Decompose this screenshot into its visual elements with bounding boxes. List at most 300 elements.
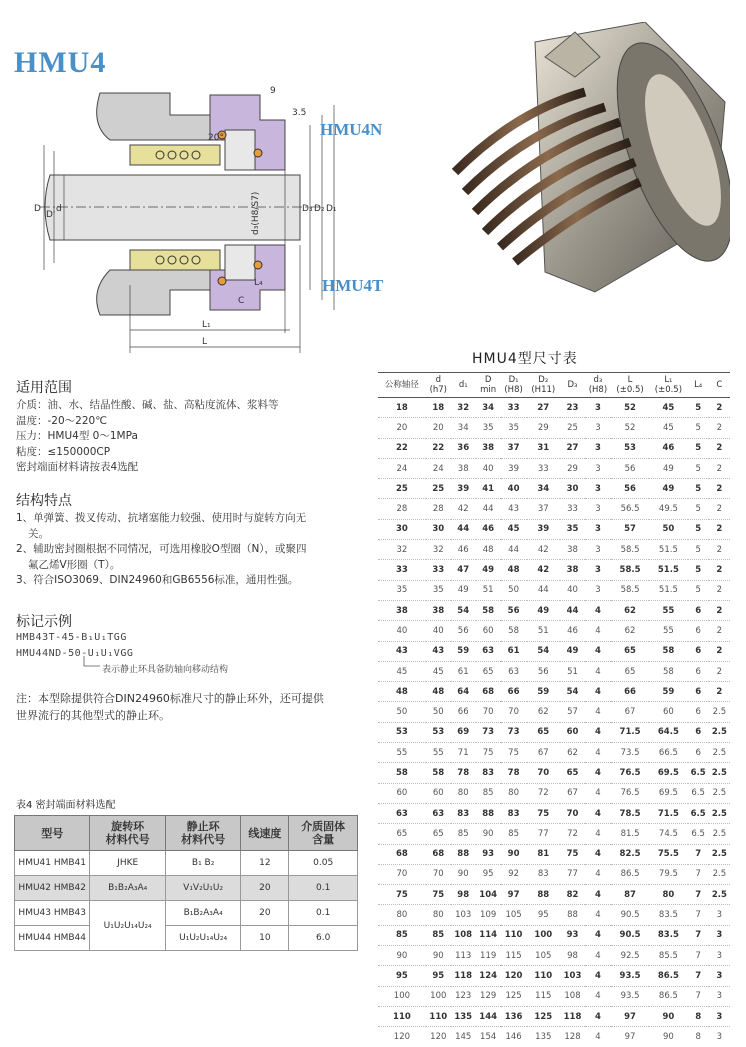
dims-cell: 125 xyxy=(501,986,527,1006)
dims-cell: 4 xyxy=(585,743,611,763)
dims-cell: 50 xyxy=(426,702,451,722)
dims-cell: 85 xyxy=(451,824,476,844)
mat-header-rotating: 旋转环 材料代号 xyxy=(90,816,165,851)
dims-cell: 68 xyxy=(378,844,426,864)
dims-cell: 81 xyxy=(527,844,561,864)
dims-cell: 4 xyxy=(585,824,611,844)
dims-cell: 103 xyxy=(451,905,476,925)
dims-cell: 93.5 xyxy=(611,986,649,1006)
features-list xyxy=(16,511,307,589)
dims-cell: 66 xyxy=(611,682,649,702)
marking-example-1: HMB43T-45-B₁U₁TGG xyxy=(16,632,127,643)
dims-cell: 44 xyxy=(560,600,585,620)
dims-cell: 35 xyxy=(426,580,451,600)
dims-cell: 6 xyxy=(688,600,709,620)
dims-cell: 2 xyxy=(709,560,730,580)
dims-cell: 65 xyxy=(426,824,451,844)
dims-cell: 110 xyxy=(527,966,561,986)
dims-cell: 69 xyxy=(451,722,476,742)
dims-cell: 69.5 xyxy=(649,763,687,783)
dims-cell: 6 xyxy=(688,682,709,702)
mat-rot: JHKE xyxy=(90,851,165,876)
dims-cell: 2 xyxy=(709,479,730,499)
dims-cell: 2.5 xyxy=(709,743,730,763)
dims-cell: 83 xyxy=(527,864,561,884)
dims-header-cell: d₃ (H8) xyxy=(585,373,611,398)
dim-d3: d₃(H8/S7) xyxy=(251,191,261,235)
dims-cell: 38 xyxy=(476,438,501,458)
dims-cell: 36 xyxy=(451,438,476,458)
dim-C: C xyxy=(238,296,245,306)
dims-cell: 105 xyxy=(527,946,561,966)
mat-header-speed: 线速度 xyxy=(241,816,289,851)
dims-cell: 2 xyxy=(709,418,730,438)
dims-cell: 50 xyxy=(378,702,426,722)
dims-cell: 93 xyxy=(560,925,585,945)
dims-table-title: HMU4型尺寸表 xyxy=(472,351,578,367)
dims-cell: 92 xyxy=(501,864,527,884)
dim-angle: 20° xyxy=(208,133,224,143)
dims-cell: 45 xyxy=(501,519,527,539)
dims-cell: 25 xyxy=(560,418,585,438)
dims-cell: 119 xyxy=(476,946,501,966)
marking-example-2: HMU44ND-50-U₁U₁VGG xyxy=(16,648,134,659)
dims-cell: 3 xyxy=(709,966,730,986)
dims-cell: 5 xyxy=(688,479,709,499)
dims-cell: 2.5 xyxy=(709,763,730,783)
table-row xyxy=(378,398,730,418)
dims-cell: 6 xyxy=(688,743,709,763)
dims-cell: 69.5 xyxy=(649,783,687,803)
dims-cell: 4 xyxy=(585,986,611,1006)
dims-cell: 83 xyxy=(501,803,527,823)
marking-heading: 标记示例 xyxy=(16,614,72,630)
table-row xyxy=(378,905,730,925)
dims-cell: 35 xyxy=(560,519,585,539)
dims-header-cell: D₃ xyxy=(560,373,585,398)
dims-cell: 50 xyxy=(501,580,527,600)
dims-cell: 60 xyxy=(378,783,426,803)
dims-cell: 2.5 xyxy=(709,844,730,864)
table-row xyxy=(378,946,730,966)
dims-cell: 5 xyxy=(688,398,709,418)
dims-cell: 65 xyxy=(378,824,426,844)
dims-cell: 58 xyxy=(649,641,687,661)
dims-cell: 35 xyxy=(378,580,426,600)
dims-cell: 57 xyxy=(560,702,585,722)
dims-cell: 2 xyxy=(709,499,730,519)
dims-cell: 67 xyxy=(560,783,585,803)
dims-cell: 51.5 xyxy=(649,560,687,580)
dims-cell: 6 xyxy=(688,722,709,742)
dims-cell: 110 xyxy=(426,1006,451,1026)
dims-cell: 53 xyxy=(378,722,426,742)
dims-cell: 5 xyxy=(688,580,709,600)
dims-cell: 40 xyxy=(378,621,426,641)
dims-cell: 108 xyxy=(560,986,585,1006)
dims-cell: 7 xyxy=(688,885,709,905)
dims-cell: 34 xyxy=(527,479,561,499)
dims-cell: 78.5 xyxy=(611,803,649,823)
dims-cell: 98 xyxy=(451,885,476,905)
dims-cell: 72 xyxy=(560,824,585,844)
dims-cell: 29 xyxy=(527,418,561,438)
dims-cell: 39 xyxy=(501,458,527,478)
dims-cell: 95 xyxy=(426,966,451,986)
dims-cell: 61 xyxy=(501,641,527,661)
dims-cell: 2.5 xyxy=(709,864,730,884)
dims-cell: 55 xyxy=(378,743,426,763)
dims-cell: 38 xyxy=(560,540,585,560)
dims-cell: 46 xyxy=(476,519,501,539)
dims-cell: 2 xyxy=(709,600,730,620)
dim-D-prime: D' xyxy=(46,210,56,220)
dims-cell: 64 xyxy=(451,682,476,702)
dims-cell: 45 xyxy=(649,398,687,418)
table-row xyxy=(378,803,730,823)
table-row xyxy=(15,926,358,951)
dims-cell: 2.5 xyxy=(709,803,730,823)
dims-cell: 27 xyxy=(560,438,585,458)
dims-cell: 58.5 xyxy=(611,560,649,580)
dims-cell: 2.5 xyxy=(709,824,730,844)
dims-cell: 75 xyxy=(426,885,451,905)
dims-cell: 90.5 xyxy=(611,905,649,925)
feature-line: 氟乙烯V形圈（T）。 xyxy=(28,558,121,571)
dims-cell: 6.5 xyxy=(688,783,709,803)
mat-speed: 12 xyxy=(241,851,289,876)
remark-line: 注：本型除提供符合DIN24960标准尺寸的静止环外，还可提供 xyxy=(16,692,324,705)
dims-cell: 5 xyxy=(688,458,709,478)
dim-d: d xyxy=(56,204,62,214)
table-row xyxy=(378,479,730,499)
table-row xyxy=(378,966,730,986)
dims-cell: 93.5 xyxy=(611,966,649,986)
dims-cell: 60 xyxy=(426,783,451,803)
dims-cell: 3 xyxy=(709,986,730,1006)
dims-cell: 48 xyxy=(476,540,501,560)
scope-line: 密封端面材料请按表4选配 xyxy=(16,461,139,473)
mat-rot: U₁U₂U₁₄U₂₄ xyxy=(90,901,165,951)
dims-cell: 71.5 xyxy=(611,722,649,742)
dims-cell: 90 xyxy=(476,824,501,844)
scope-line: 介质：油、水、结晶性酸、碱、盐、高粘度流体、浆料等 xyxy=(16,399,279,411)
dims-cell: 6.5 xyxy=(688,763,709,783)
table-row xyxy=(378,743,730,763)
dims-cell: 2 xyxy=(709,540,730,560)
dims-cell: 56 xyxy=(501,600,527,620)
dims-cell: 120 xyxy=(501,966,527,986)
dims-cell: 6.5 xyxy=(688,824,709,844)
dim-3-5: 3.5 xyxy=(292,108,307,118)
dims-cell: 66.5 xyxy=(649,743,687,763)
dims-cell: 34 xyxy=(476,398,501,418)
dims-header-cell: D₂ (H11) xyxy=(527,373,561,398)
dims-cell: 33 xyxy=(426,560,451,580)
dims-cell: 4 xyxy=(585,661,611,681)
page-title: HMU4 xyxy=(14,46,107,79)
dims-cell: 76.5 xyxy=(611,763,649,783)
dims-header-cell: d (h7) xyxy=(426,373,451,398)
dims-cell: 118 xyxy=(451,966,476,986)
dims-cell: 78 xyxy=(451,763,476,783)
dims-cell: 144 xyxy=(476,1006,501,1026)
dims-header-cell: L (±0.5) xyxy=(611,373,649,398)
dims-cell: 32 xyxy=(451,398,476,418)
remark-line: 世界流行的其他型式的静止环。 xyxy=(16,709,170,722)
dims-cell: 56 xyxy=(611,479,649,499)
dims-cell: 28 xyxy=(426,499,451,519)
dims-cell: 85 xyxy=(476,783,501,803)
dims-cell: 43 xyxy=(378,641,426,661)
dims-cell: 83 xyxy=(451,803,476,823)
dims-cell: 145 xyxy=(455,1031,472,1042)
dim-L: L xyxy=(202,337,208,347)
dims-cell: 4 xyxy=(585,864,611,884)
dims-cell: 95 xyxy=(527,905,561,925)
table-row xyxy=(378,621,730,641)
dims-cell: 75.5 xyxy=(649,844,687,864)
dims-cell: 3 xyxy=(709,946,730,966)
dims-cell: 53 xyxy=(611,438,649,458)
table-row xyxy=(378,722,730,742)
dims-cell: 52 xyxy=(611,418,649,438)
dims-cell: 6 xyxy=(688,661,709,681)
dims-cell: 93 xyxy=(476,844,501,864)
dims-cell: 115 xyxy=(501,946,527,966)
dims-cell: 18 xyxy=(378,398,426,418)
dims-cell: 49.5 xyxy=(649,499,687,519)
dims-cell: 108 xyxy=(451,925,476,945)
table-row xyxy=(378,1027,730,1047)
dims-cell: 4 xyxy=(585,763,611,783)
dims-cell: 85.5 xyxy=(649,946,687,966)
dims-cell: 5 xyxy=(688,540,709,560)
dims-cell: 33 xyxy=(501,398,527,418)
dims-cell: 77 xyxy=(527,824,561,844)
dims-cell: 100 xyxy=(378,986,426,1006)
dims-cell: 3 xyxy=(585,418,611,438)
dims-cell: 135 xyxy=(451,1006,476,1026)
dims-cell: 44 xyxy=(476,499,501,519)
dims-cell: 77 xyxy=(560,864,585,884)
dims-cell: 95 xyxy=(476,864,501,884)
dims-cell: 4 xyxy=(585,621,611,641)
dims-cell: 65 xyxy=(611,661,649,681)
dims-cell: 2.5 xyxy=(709,702,730,722)
dims-cell: 100 xyxy=(527,925,561,945)
dims-cell: 61 xyxy=(451,661,476,681)
dims-cell: 85 xyxy=(501,824,527,844)
dims-cell: 31 xyxy=(527,438,561,458)
dims-cell: 59 xyxy=(527,682,561,702)
dims-cell: 100 xyxy=(426,986,451,1006)
remark xyxy=(16,690,324,724)
dims-cell: 54 xyxy=(527,641,561,661)
dims-cell: 2 xyxy=(709,438,730,458)
dims-header-cell: C xyxy=(709,373,730,398)
dims-cell: 2 xyxy=(709,621,730,641)
dim-D3: D₃ xyxy=(302,204,313,214)
dims-cell: 88 xyxy=(560,905,585,925)
material-table xyxy=(14,815,358,951)
dims-cell: 6.5 xyxy=(688,803,709,823)
dims-cell: 73.5 xyxy=(611,743,649,763)
dims-cell: 7 xyxy=(688,844,709,864)
dims-cell: 4 xyxy=(585,844,611,864)
dims-cell: 4 xyxy=(585,702,611,722)
mat-table-caption: 表4 密封端面材料选配 xyxy=(16,800,116,811)
dims-header-cell: d₁ xyxy=(451,373,476,398)
dims-cell: 57 xyxy=(611,519,649,539)
dims-cell: 63 xyxy=(426,803,451,823)
dims-cell: 35 xyxy=(501,418,527,438)
dims-cell: 33 xyxy=(527,458,561,478)
dims-cell: 70 xyxy=(501,702,527,722)
table-row xyxy=(378,519,730,539)
dims-cell: 59 xyxy=(451,641,476,661)
dims-cell: 73 xyxy=(501,722,527,742)
mat-model: HMU43 HMB43 xyxy=(15,901,90,926)
table-row xyxy=(378,458,730,478)
dims-cell: 154 xyxy=(480,1031,497,1042)
dims-cell: 43 xyxy=(426,641,451,661)
table-row xyxy=(378,783,730,803)
table-row xyxy=(378,844,730,864)
dims-cell: 83.5 xyxy=(649,905,687,925)
dims-cell: 7 xyxy=(688,905,709,925)
dims-cell: 28 xyxy=(378,499,426,519)
dims-cell: 51.5 xyxy=(649,540,687,560)
dim-L1: L₁ xyxy=(202,320,211,330)
mat-speed: 20 xyxy=(241,901,289,926)
dims-cell: 2.5 xyxy=(709,783,730,803)
dims-cell: 48 xyxy=(378,682,426,702)
dims-cell: 118 xyxy=(560,1006,585,1026)
table-row xyxy=(378,925,730,945)
dims-cell: 5 xyxy=(688,418,709,438)
dims-cell: 45 xyxy=(378,661,426,681)
marking-pointer xyxy=(82,656,102,670)
dims-cell: 44 xyxy=(527,580,561,600)
dims-cell: 34 xyxy=(451,418,476,438)
table-row xyxy=(378,580,730,600)
dims-cell: 58 xyxy=(501,621,527,641)
dims-cell: 90 xyxy=(501,844,527,864)
dims-cell: 42 xyxy=(451,499,476,519)
dims-cell: 104 xyxy=(476,885,501,905)
dims-cell: 24 xyxy=(426,458,451,478)
dims-cell: 4 xyxy=(585,803,611,823)
dims-cell: 44 xyxy=(451,519,476,539)
dims-cell: 2 xyxy=(709,458,730,478)
dims-cell: 32 xyxy=(426,540,451,560)
dims-cell: 55 xyxy=(649,621,687,641)
dims-cell: 90.5 xyxy=(611,925,649,945)
dims-cell: 4 xyxy=(585,783,611,803)
dims-cell: 95 xyxy=(378,966,426,986)
dims-cell: 51 xyxy=(560,661,585,681)
dims-cell: 125 xyxy=(527,1006,561,1026)
features-heading: 结构特点 xyxy=(16,493,72,509)
dims-cell: 30 xyxy=(378,519,426,539)
mat-model: HMU42 HMB42 xyxy=(15,876,90,901)
table-row xyxy=(378,682,730,702)
table-row xyxy=(378,1006,730,1026)
dims-cell: 53 xyxy=(426,722,451,742)
dims-cell: 129 xyxy=(476,986,501,1006)
table-row xyxy=(378,661,730,681)
table-row xyxy=(378,864,730,884)
table-row xyxy=(378,540,730,560)
mat-model: HMU44 HMB44 xyxy=(15,926,90,951)
mat-header-solid: 介质固体 含量 xyxy=(289,816,358,851)
dims-cell: 38 xyxy=(378,600,426,620)
dims-cell: 2 xyxy=(709,398,730,418)
dims-cell: 5 xyxy=(688,438,709,458)
dims-cell: 66 xyxy=(501,682,527,702)
dims-cell: 73 xyxy=(476,722,501,742)
scope-line: 压力：HMU4型 0～1MPa xyxy=(16,430,138,442)
dims-cell: 97 xyxy=(624,1031,636,1042)
dims-cell: 74.5 xyxy=(649,824,687,844)
dims-cell: 65 xyxy=(611,641,649,661)
dims-header-cell: L₄ xyxy=(688,373,709,398)
dims-cell: 6 xyxy=(688,641,709,661)
dims-cell: 2 xyxy=(709,519,730,539)
dims-cell: 146 xyxy=(505,1031,522,1042)
dims-cell: 24 xyxy=(378,458,426,478)
dims-cell: 49 xyxy=(476,560,501,580)
dims-cell: 23 xyxy=(560,398,585,418)
dims-cell: 3 xyxy=(585,479,611,499)
scope-line: 粘度：≤150000CP xyxy=(16,445,111,458)
dims-cell: 58.5 xyxy=(611,580,649,600)
dims-cell: 78 xyxy=(501,763,527,783)
dims-cell: 136 xyxy=(501,1006,527,1026)
dims-cell: 90 xyxy=(378,946,426,966)
scope-line: 温度：-20～220℃ xyxy=(16,414,107,427)
dims-cell: 86.5 xyxy=(611,864,649,884)
dims-cell: 58.5 xyxy=(611,540,649,560)
dims-cell: 7 xyxy=(688,966,709,986)
dims-cell: 70 xyxy=(560,803,585,823)
dims-cell: 45 xyxy=(426,661,451,681)
dims-cell: 42 xyxy=(527,560,561,580)
dims-cell: 38 xyxy=(426,600,451,620)
dims-cell: 2 xyxy=(709,580,730,600)
dims-cell: 86.5 xyxy=(649,966,687,986)
dims-cell: 85 xyxy=(426,925,451,945)
dims-cell: 48 xyxy=(501,560,527,580)
dims-cell: 7 xyxy=(688,925,709,945)
dims-cell: 30 xyxy=(560,479,585,499)
mat-stat: U₁U₂U₁₄U₂₄ xyxy=(165,926,240,951)
mat-stat: B₁ B₂ xyxy=(165,851,240,876)
dims-cell: 20 xyxy=(426,418,451,438)
dims-cell: 4 xyxy=(585,682,611,702)
dims-cell: 88 xyxy=(476,803,501,823)
dims-cell: 4 xyxy=(585,905,611,925)
mat-header-stationary: 静止环 材料代号 xyxy=(165,816,240,851)
scope-heading: 适用范围 xyxy=(16,380,72,396)
dims-cell: 62 xyxy=(560,743,585,763)
dims-cell: 4 xyxy=(585,885,611,905)
dims-cell: 20 xyxy=(378,418,426,438)
dims-cell: 56 xyxy=(611,458,649,478)
dims-cell: 90 xyxy=(451,864,476,884)
dims-cell: 63 xyxy=(378,803,426,823)
